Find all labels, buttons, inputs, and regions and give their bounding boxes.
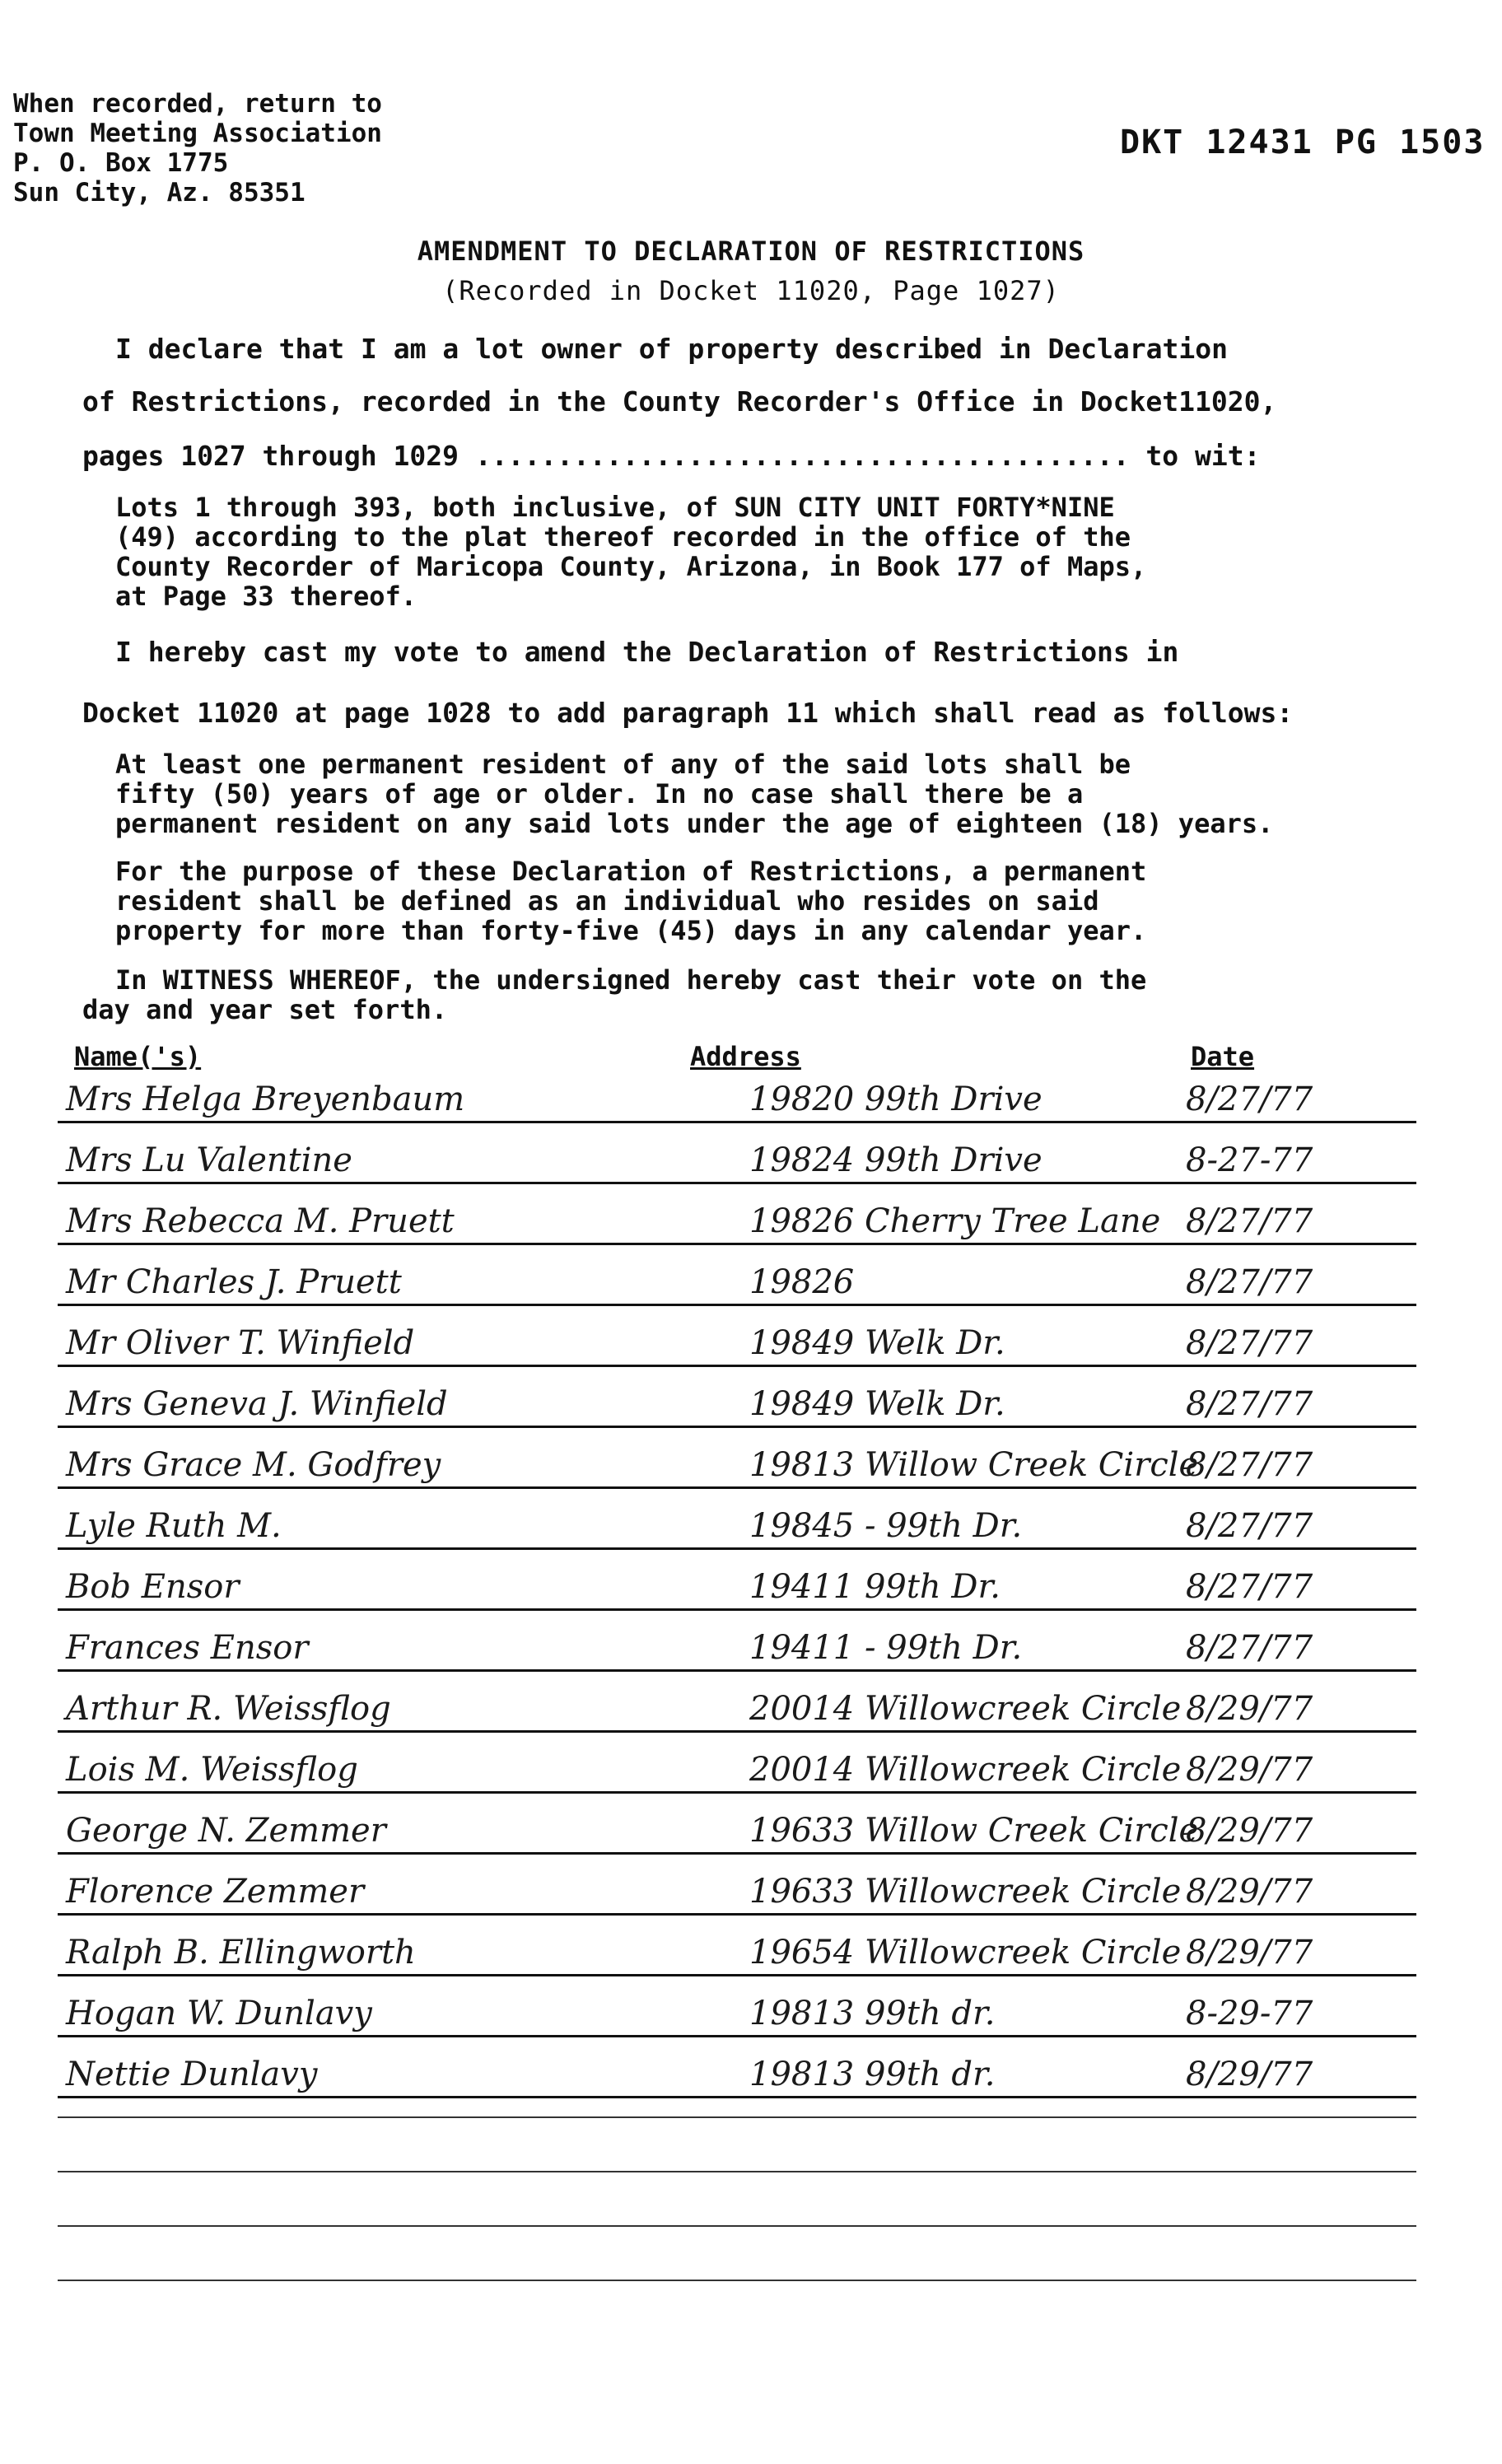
return-line-2: Town Meeting Association — [13, 119, 382, 148]
signature-row — [58, 1438, 1416, 1489]
signature-row — [58, 1864, 1416, 1916]
witness-line: day and year set forth. — [82, 994, 448, 1025]
signature-date: 8/27/77 — [1186, 1263, 1313, 1301]
signature-address: 19654 Willowcreek Circle — [749, 1934, 1182, 1972]
signature-date: 8/29/77 — [1186, 1934, 1313, 1972]
signature-row — [58, 1804, 1416, 1855]
signature-name: Frances Ensor — [66, 1629, 309, 1667]
witness-line: In WITNESS WHEREOF, the undersigned hereby cast their vote on the — [115, 964, 1147, 996]
signature-name: Mrs Geneva J. Winfield — [66, 1385, 448, 1423]
lots-line: Lots 1 through 393, both inclusive, of SUN CITY UNIT FORTY*NINE — [115, 492, 1115, 523]
return-line-4: Sun City, Az. 85351 — [13, 178, 306, 208]
signature-date: 8/27/77 — [1186, 1568, 1313, 1606]
signature-address: 19824 99th Drive — [749, 1141, 1043, 1179]
paragraph-11-line: permanent resident on any said lots under the age of eighteen (18) years. — [115, 808, 1274, 839]
signature-address: 19813 Willow Creek Circle — [749, 1446, 1199, 1484]
paragraph-11 — [115, 749, 1273, 838]
signature-name: Mrs Lu Valentine — [66, 1141, 352, 1179]
signature-date: 8/27/77 — [1186, 1080, 1313, 1118]
signature-date: 8/27/77 — [1186, 1629, 1313, 1667]
document-title: AMENDMENT TO DECLARATION OF RESTRICTIONS — [417, 236, 1085, 267]
signature-date: 8-27-77 — [1186, 1141, 1313, 1179]
signature-date: 8/27/77 — [1186, 1385, 1313, 1423]
signature-date: 8/27/77 — [1186, 1446, 1313, 1484]
signature-row — [58, 1925, 1416, 1976]
signature-address: 19411 - 99th Dr. — [749, 1629, 1023, 1667]
signature-name: Ralph B. Ellingworth — [66, 1934, 416, 1972]
blank-signature-line — [58, 2280, 1416, 2281]
lots-line: (49) according to the plat thereof recorded in the office of the — [115, 521, 1131, 553]
signature-row — [58, 1621, 1416, 1672]
signature-address: 19813 99th dr. — [749, 2056, 996, 2093]
signature-row — [58, 1560, 1416, 1611]
signature-date: 8/29/77 — [1186, 1812, 1313, 1850]
lots-line: County Recorder of Maricopa County, Arizona, in Book 177 of Maps, — [115, 551, 1147, 582]
signature-date: 8/27/77 — [1186, 1202, 1313, 1240]
signature-name: Florence Zemmer — [66, 1873, 365, 1911]
signature-name: Arthur R. Weissflog — [66, 1690, 391, 1728]
vote-line-2: Docket 11020 at page 1028 to add paragraph 11 which shall read as follows: — [82, 697, 1294, 729]
signature-name: George N. Zemmer — [66, 1812, 386, 1850]
definition-line: property for more than forty-five (45) days in any calendar year. — [115, 915, 1147, 946]
signature-name: Nettie Dunlavy — [66, 2056, 318, 2093]
signature-address: 19633 Willowcreek Circle — [749, 1873, 1182, 1911]
vote-line-1: I hereby cast my vote to amend the Declaration of Restrictions in — [115, 636, 1179, 668]
signature-name: Mrs Helga Breyenbaum — [66, 1080, 465, 1118]
signature-address: 20014 Willowcreek Circle — [749, 1751, 1182, 1789]
declaration-line-2: of Restrictions, recorded in the County Recorder's Office in Docket11020, — [82, 385, 1277, 418]
signature-name: Mrs Rebecca M. Pruett — [66, 1202, 455, 1240]
signature-address: 20014 Willowcreek Circle — [749, 1690, 1182, 1728]
definition-paragraph — [115, 856, 1146, 945]
signature-date: 8/29/77 — [1186, 1873, 1313, 1911]
signature-row — [58, 1986, 1416, 2037]
signature-row — [58, 1194, 1416, 1245]
blank-signature-line — [58, 2116, 1416, 2118]
blank-signature-line — [58, 2171, 1416, 2172]
signature-date: 8/29/77 — [1186, 1690, 1313, 1728]
lots-line: at Page 33 thereof. — [115, 581, 417, 612]
definition-line: resident shall be defined as an individual who resides on said — [115, 885, 1099, 917]
return-address-block — [13, 89, 382, 208]
signature-date: 8/27/77 — [1186, 1324, 1313, 1362]
witness-paragraph — [82, 965, 1146, 1024]
signature-row — [58, 1499, 1416, 1550]
signature-address: 19826 Cherry Tree Lane — [749, 1202, 1161, 1240]
signature-row — [58, 1133, 1416, 1184]
paragraph-11-line: At least one permanent resident of any of the said lots shall be — [115, 749, 1131, 780]
definition-line: For the purpose of these Declaration of Restrictions, a permanent — [115, 856, 1147, 887]
signature-row — [58, 1072, 1416, 1123]
signature-name: Mr Oliver T. Winfield — [66, 1324, 415, 1362]
signature-address: 19845 - 99th Dr. — [749, 1507, 1023, 1545]
signature-name: Mrs Grace M. Godfrey — [66, 1446, 441, 1484]
signature-row — [58, 2047, 1416, 2098]
signature-address: 19411 99th Dr. — [749, 1568, 1001, 1606]
signature-row — [58, 1255, 1416, 1306]
signature-name: Bob Ensor — [66, 1568, 240, 1606]
paragraph-11-line: fifty (50) years of age or older. In no case shall there be a — [115, 778, 1084, 810]
signature-address: 19820 99th Drive — [749, 1080, 1043, 1118]
blank-signature-line — [58, 2225, 1416, 2227]
signature-name: Mr Charles J. Pruett — [66, 1263, 402, 1301]
signature-row — [58, 1743, 1416, 1794]
signature-date: 8/29/77 — [1186, 1751, 1313, 1789]
signature-row — [58, 1682, 1416, 1733]
signature-address: 19826 — [749, 1263, 855, 1301]
return-line-1: When recorded, return to — [13, 89, 382, 119]
column-header-address: Address — [690, 1041, 801, 1072]
signature-name: Lois M. Weissflog — [66, 1751, 358, 1789]
signature-address: 19633 Willow Creek Circle — [749, 1812, 1199, 1850]
signature-name: Hogan W. Dunlavy — [66, 1995, 372, 2032]
column-header-date: Date — [1191, 1041, 1255, 1072]
return-line-3: P. O. Box 1775 — [13, 148, 229, 178]
lots-description — [115, 492, 1146, 611]
signature-address: 19849 Welk Dr. — [749, 1385, 1005, 1423]
signature-name: Lyle Ruth M. — [66, 1507, 282, 1545]
signature-date: 8/29/77 — [1186, 2056, 1313, 2093]
signature-row — [58, 1377, 1416, 1428]
signature-row — [58, 1316, 1416, 1367]
signature-address: 19813 99th dr. — [749, 1995, 996, 2032]
signature-address: 19849 Welk Dr. — [749, 1324, 1005, 1362]
signature-date: 8/27/77 — [1186, 1507, 1313, 1545]
docket-stamp: DKT 12431 PG 1503 — [1120, 124, 1486, 161]
document-subtitle: (Recorded in Docket 11020, Page 1027) — [442, 275, 1060, 306]
signature-date: 8-29-77 — [1186, 1995, 1313, 2032]
declaration-line-1: I declare that I am a lot owner of property described in Declaration — [115, 333, 1229, 365]
column-header-name: Name('s) — [74, 1041, 202, 1072]
declaration-line-3: pages 1027 through 1029 ........................................ to wit: — [82, 440, 1261, 472]
